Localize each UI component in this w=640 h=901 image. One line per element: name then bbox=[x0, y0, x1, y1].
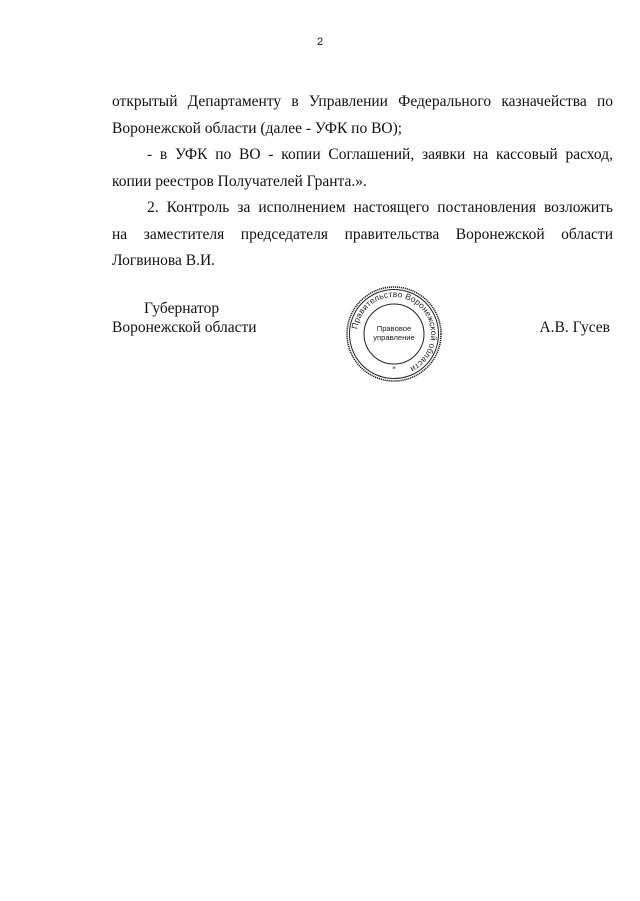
signatory-region: Воронежской области bbox=[112, 319, 257, 336]
paragraph-continuation: открытый Департаменту в Управлении Федерального казначейства по Воронежской области (далее - УФК по ВО); bbox=[112, 93, 613, 137]
page-number: 2 bbox=[316, 36, 324, 48]
seal-star: * bbox=[392, 365, 396, 373]
paragraph-control-line3: Логвинова В.И. bbox=[112, 252, 216, 269]
official-seal-stamp bbox=[344, 284, 444, 384]
paragraph-control-line1: 2. Контроль за исполнением настоящего постановления возложить bbox=[147, 199, 613, 216]
document-body bbox=[112, 89, 613, 275]
signatory-title bbox=[112, 299, 257, 337]
paragraph-control-line2: на заместителя председателя правительства Воронежской области bbox=[112, 225, 613, 243]
signatory-position: Губернатор bbox=[144, 300, 220, 317]
paragraph-ufk-copies: - в УФК по ВО - копии Соглашений, заявки на кассовый расход, копии реестров Получателей Гранта.». bbox=[112, 146, 613, 190]
seal-ring-text: Правительство Воронежской области bbox=[349, 288, 440, 375]
signatory-name: А.В. Гусев bbox=[539, 319, 610, 336]
seal-center-line1: Правовое bbox=[376, 324, 412, 333]
seal-center-line2: управление bbox=[373, 333, 415, 342]
